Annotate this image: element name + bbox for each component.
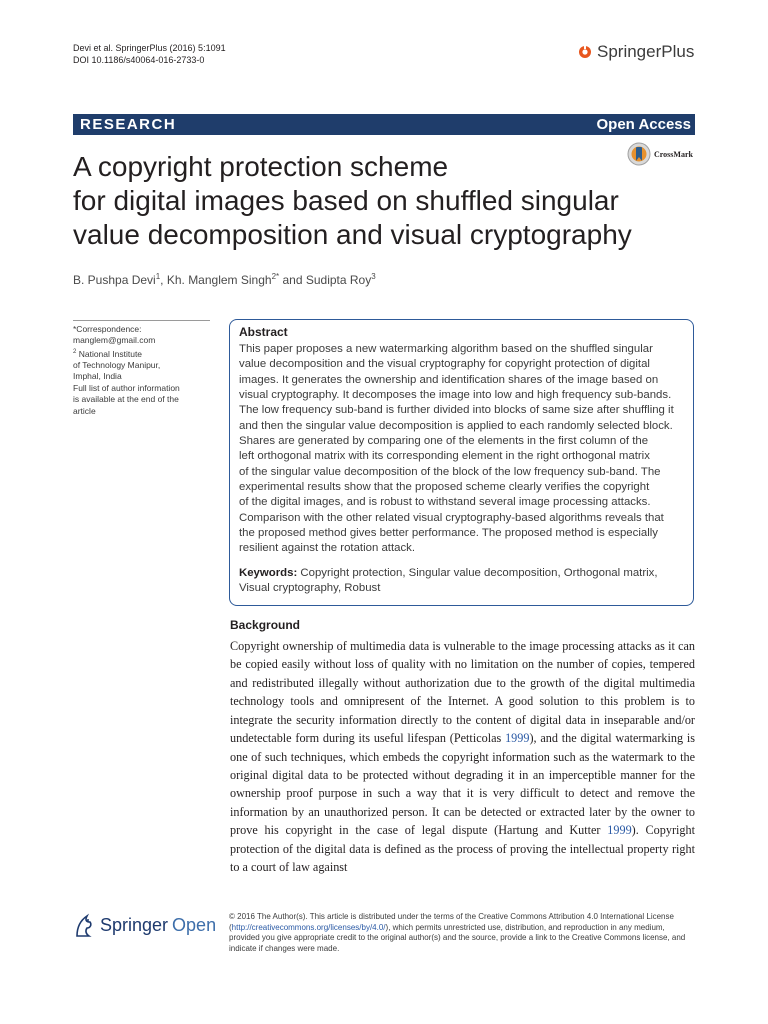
- abstract-line: This paper proposes a new watermarking algorithm based on the shuffled singular: [239, 343, 653, 355]
- author-affiliation-marker: 3: [371, 272, 376, 281]
- author-info-note: article: [73, 405, 96, 416]
- springeropen-logo-text-open: Open: [172, 914, 217, 935]
- abstract-line: of the digital images, and is robust to withstand several image processing attacks.: [239, 496, 651, 509]
- license-link[interactable]: http://creativecommons.org/licenses/by/4.0/: [231, 922, 386, 932]
- keywords-list: Visual cryptography, Robust: [239, 582, 381, 595]
- author-affiliation-marker: 1: [155, 272, 161, 281]
- article-type-label: RESEARCH: [80, 116, 177, 133]
- reference-link[interactable]: 1999: [607, 823, 632, 838]
- author-list: [73, 272, 376, 287]
- abstract-line: visual cryptography. It decomposes the image into low and high frequency sub-bands.: [239, 389, 672, 402]
- springer-horse-icon: [578, 45, 592, 59]
- abstract-body: [239, 342, 684, 557]
- reference-link[interactable]: 1999: [505, 731, 530, 746]
- abstract-box: [229, 319, 694, 606]
- springerplus-logo: [578, 42, 694, 62]
- abstract-line: images. It generates the ownership and identification shares of the image based on: [239, 373, 659, 386]
- author-name[interactable]: Kh. Manglem Singh: [166, 273, 272, 287]
- license-statement: © 2016 The Author(s). This article is distributed under the terms of the Creative Commons Attribution 4.0 International License (http://creativecommons.org/licenses/by/4.0/), which permits unrestricted use, distribution, and reproduction in any medium, provided you give appropriate credit to the original author(s) and the source, provide a link to the Creative Commons license, and indicate if changes were made.: [229, 912, 686, 953]
- abstract-line: Comparison with the other related visual cryptography-based algorithms reveals that: [239, 511, 664, 524]
- abstract-line: The low frequency sub-band is further divided into blocks of same size after shuffling it: [239, 404, 674, 417]
- springer-horse-icon: [73, 912, 95, 938]
- article-type-banner: [73, 114, 695, 135]
- author-separator: ,: [160, 273, 167, 287]
- author-info-note: Full list of author information: [73, 382, 180, 393]
- abstract-line: of the singular value decomposition of the block of the low frequency sub-band. The: [239, 465, 661, 478]
- section-heading-background: Background: [230, 618, 301, 632]
- title-line: A copyright protection scheme: [73, 151, 449, 182]
- affiliation-line: $^2$ National Institute: [73, 348, 143, 359]
- abstract-line: value decomposition and the visual cryptography for copyright protection of digital: [239, 358, 650, 371]
- article-title: [73, 150, 673, 252]
- abstract-line: and then the singular value decomposition is applied to each randomly selected block.: [239, 419, 673, 432]
- springerplus-logo-text: SpringerPlus: [597, 42, 695, 61]
- background-paragraph: Copyright ownership of multimedia data is vulnerable to the image processing attacks as it can be copied easily without loss of quality with no limitation on the number of copies, tempered and redistributed illegally without authorization due to the growth of the digital multimedia technology tools and omnipresent of the Internet. A good solution to this problem is to integrate the security information directly to the content of digital data in inseparable and/or undetectable form during its useful lifespan (Petticolas 1999), and the digital watermarking is one of such techniques, which embeds the copyright information such as the watermark to the original digital data to be protected without degrading it in an imperceptible manner for the ownership proof purpose in such a way that it is very difficult to detect and remove the information by an unauthorized person. It can be detected or extracted later by the owner to prove his copyright in the case of legal dispute (Hartung and Kutter 1999). Copyright protection of the digital data is defined as the process of proving the intellectual property right to a court of law against: [230, 639, 696, 875]
- author-name[interactable]: B. Pushpa Devi: [73, 273, 156, 287]
- open-access-label: Open Access: [596, 116, 691, 133]
- affiliation-line: Imphal, India: [73, 371, 122, 382]
- author-affiliation-marker: 2*: [271, 272, 280, 281]
- affiliation-line: of Technology Manipur,: [73, 360, 161, 371]
- title-line: value decomposition and visual cryptography: [73, 219, 632, 250]
- keywords: [239, 566, 684, 597]
- springeropen-logo: [73, 912, 216, 938]
- springeropen-logo-text: Springer: [100, 914, 169, 935]
- citation: [73, 42, 226, 66]
- author-separator: and: [279, 273, 306, 287]
- correspondence-email[interactable]: manglem@gmail.com: [73, 335, 156, 346]
- abstract-heading: Abstract: [239, 325, 288, 339]
- author-info-note: is available at the end of the: [73, 394, 179, 405]
- title-line: for digital images based on shuffled singular: [73, 185, 619, 216]
- citation-journal: Devi et al. SpringerPlus (2016) 5:1091: [73, 43, 226, 53]
- correspondence-sidebar: [73, 320, 210, 417]
- abstract-line: Shares are generated by comparing one of the elements in the first column of the: [239, 435, 649, 448]
- abstract-line: left orthogonal matrix with its corresponding element in the right orthogonal matrix: [239, 450, 650, 463]
- affiliation-marker: 2: [73, 348, 77, 355]
- correspondence-label: *Correspondence:: [73, 324, 142, 334]
- crossmark-label: CrossMark: [654, 149, 693, 159]
- abstract-line: resilient against the rotation attack.: [239, 542, 416, 555]
- keywords-label: Keywords:: [239, 566, 298, 579]
- keywords-list: Copyright protection, Singular value decomposition, Orthogonal matrix,: [300, 566, 658, 579]
- citation-doi[interactable]: DOI 10.1186/s40064-016-2733-0: [73, 55, 205, 65]
- abstract-line: experimental results show that the proposed scheme clearly verifies the copyright: [239, 481, 650, 494]
- author-name[interactable]: Sudipta Roy: [305, 273, 372, 287]
- abstract-line: the proposed method gives better performance. The proposed method is especially: [239, 527, 658, 540]
